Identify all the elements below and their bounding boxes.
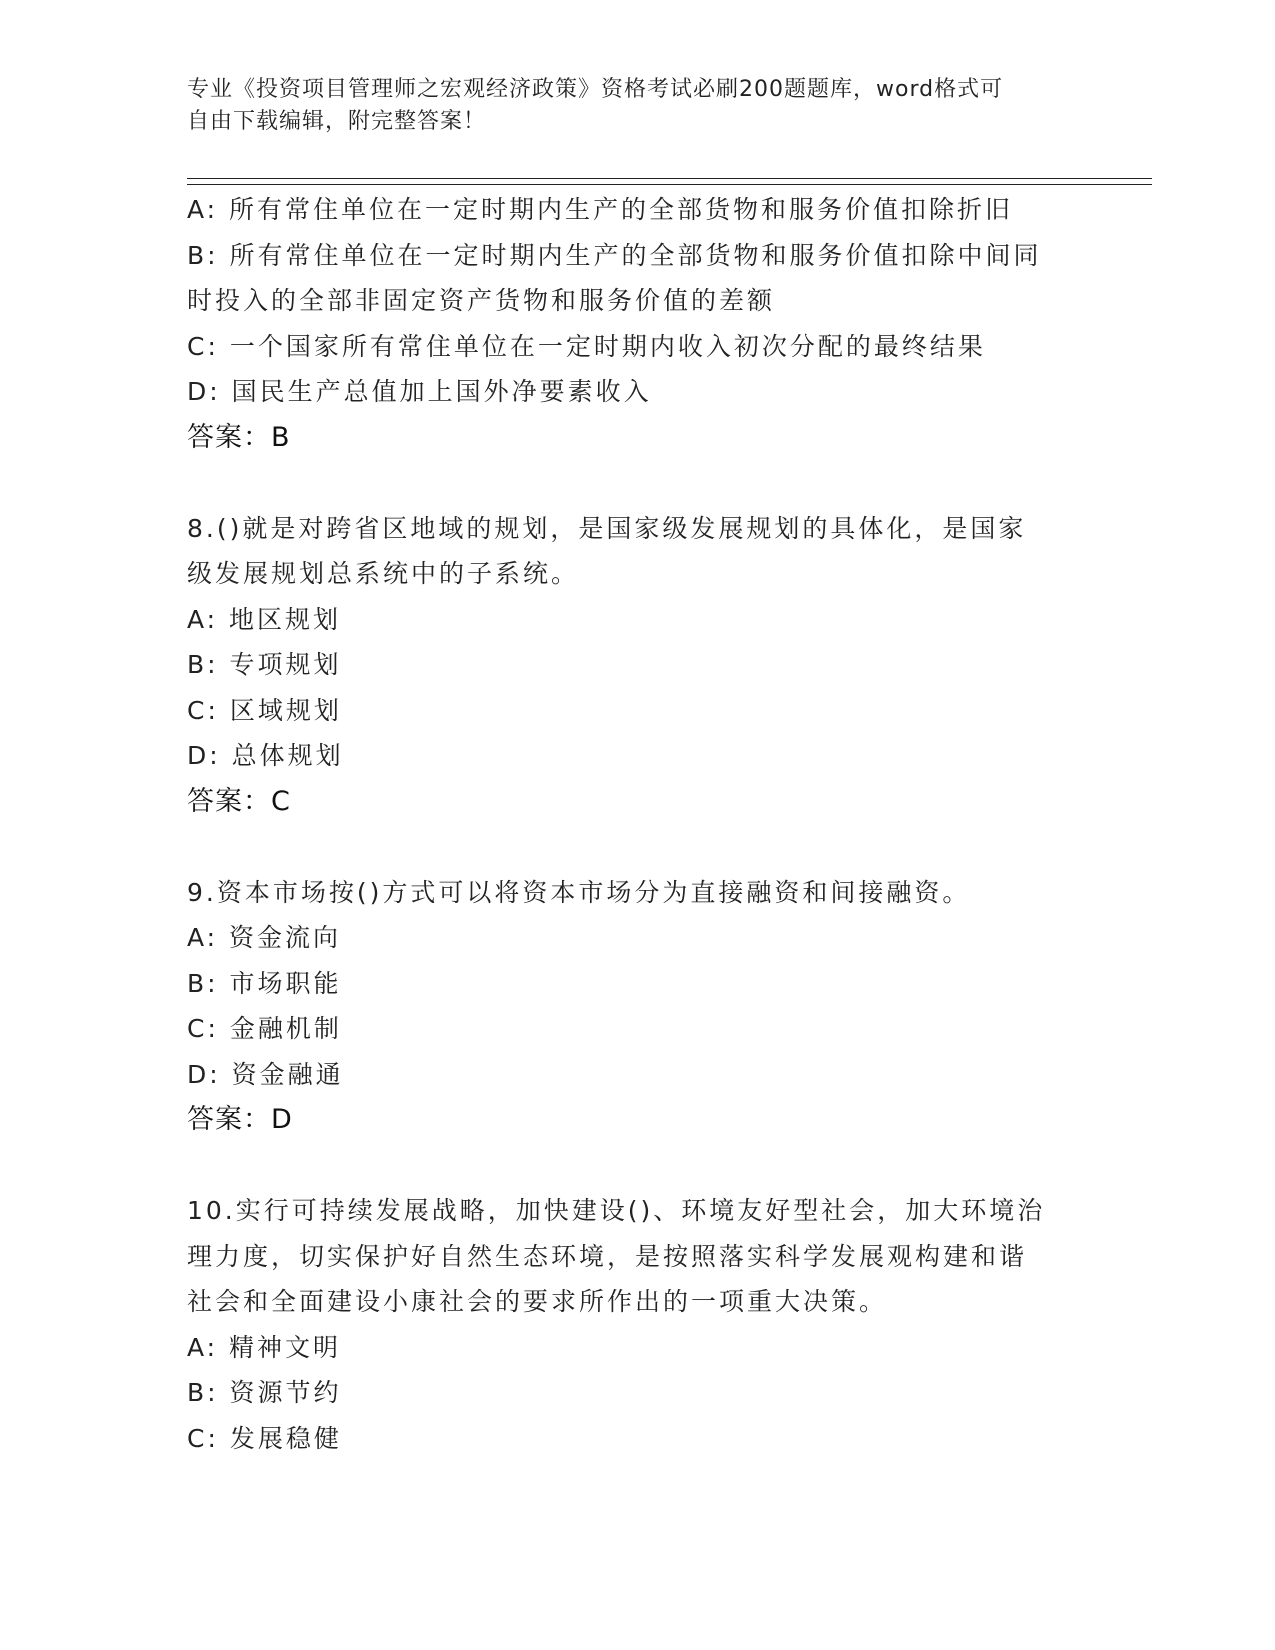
option-b: B: 资源节约 (187, 1378, 342, 1407)
question-stem-continued: 社会和全面建设小康社会的要求所作出的一项重大决策。 (187, 1287, 888, 1316)
option-d: D: 国民生产总值加上国外净要素收入 (187, 377, 652, 406)
option-a: A: 精神文明 (187, 1332, 342, 1362)
option-a: A: 所有常住单位在一定时期内生产的全部货物和服务价值扣除折旧 (187, 195, 1014, 224)
question-8 (187, 506, 1067, 825)
option-d: D: 总体规划 (187, 741, 344, 770)
answer-label: 答案：B (187, 421, 291, 453)
header-divider (187, 178, 1152, 185)
option-b: B: 专项规划 (187, 650, 342, 679)
spacer (187, 1143, 1067, 1189)
option-b-continued: 时投入的全部非固定资产货物和服务价值的差额 (187, 286, 776, 315)
answer-label: 答案：C (187, 785, 291, 817)
option-a: A: 地区规划 (187, 604, 342, 634)
document-header (187, 74, 1067, 138)
option-c: C: 金融机制 (187, 1014, 342, 1043)
spacer (187, 824, 1067, 870)
spacer (187, 460, 1067, 506)
question-list (187, 187, 1067, 1461)
option-c: C: 一个国家所有常住单位在一定时期内收入初次分配的最终结果 (187, 331, 986, 361)
option-c: C: 区域规划 (187, 695, 342, 725)
question-stem: 10.实行可持续发展战略，加快建设()、环境友好型社会，加大环境治 (187, 1196, 1046, 1225)
header-line-2: 自由下载编辑，附完整答案！ (187, 109, 487, 134)
header-line-1: 专业《投资项目管理师之宏观经济政策》资格考试必刷200题题库，word格式可 (187, 77, 1004, 102)
option-c: C: 发展稳健 (187, 1423, 342, 1453)
question-stem-continued: 级发展规划总系统中的子系统。 (187, 559, 580, 588)
question-7-tail (187, 187, 1067, 460)
option-b: B: 市场职能 (187, 968, 342, 998)
question-9 (187, 870, 1067, 1143)
question-stem: 9.资本市场按()方式可以将资本市场分为直接融资和间接融资。 (187, 877, 971, 907)
option-b: B: 所有常住单位在一定时期内生产的全部货物和服务价值扣除中间同 (187, 240, 1042, 270)
option-d: D: 资金融通 (187, 1059, 344, 1089)
option-a: A: 资金流向 (187, 923, 342, 952)
question-stem-continued: 理力度，切实保护好自然生态环境，是按照落实科学发展观构建和谐 (187, 1241, 1028, 1271)
answer-label: 答案：D (187, 1104, 293, 1135)
question-stem: 8.()就是对跨省区地域的规划，是国家级发展规划的具体化，是国家 (187, 513, 1027, 543)
question-10 (187, 1188, 1067, 1461)
